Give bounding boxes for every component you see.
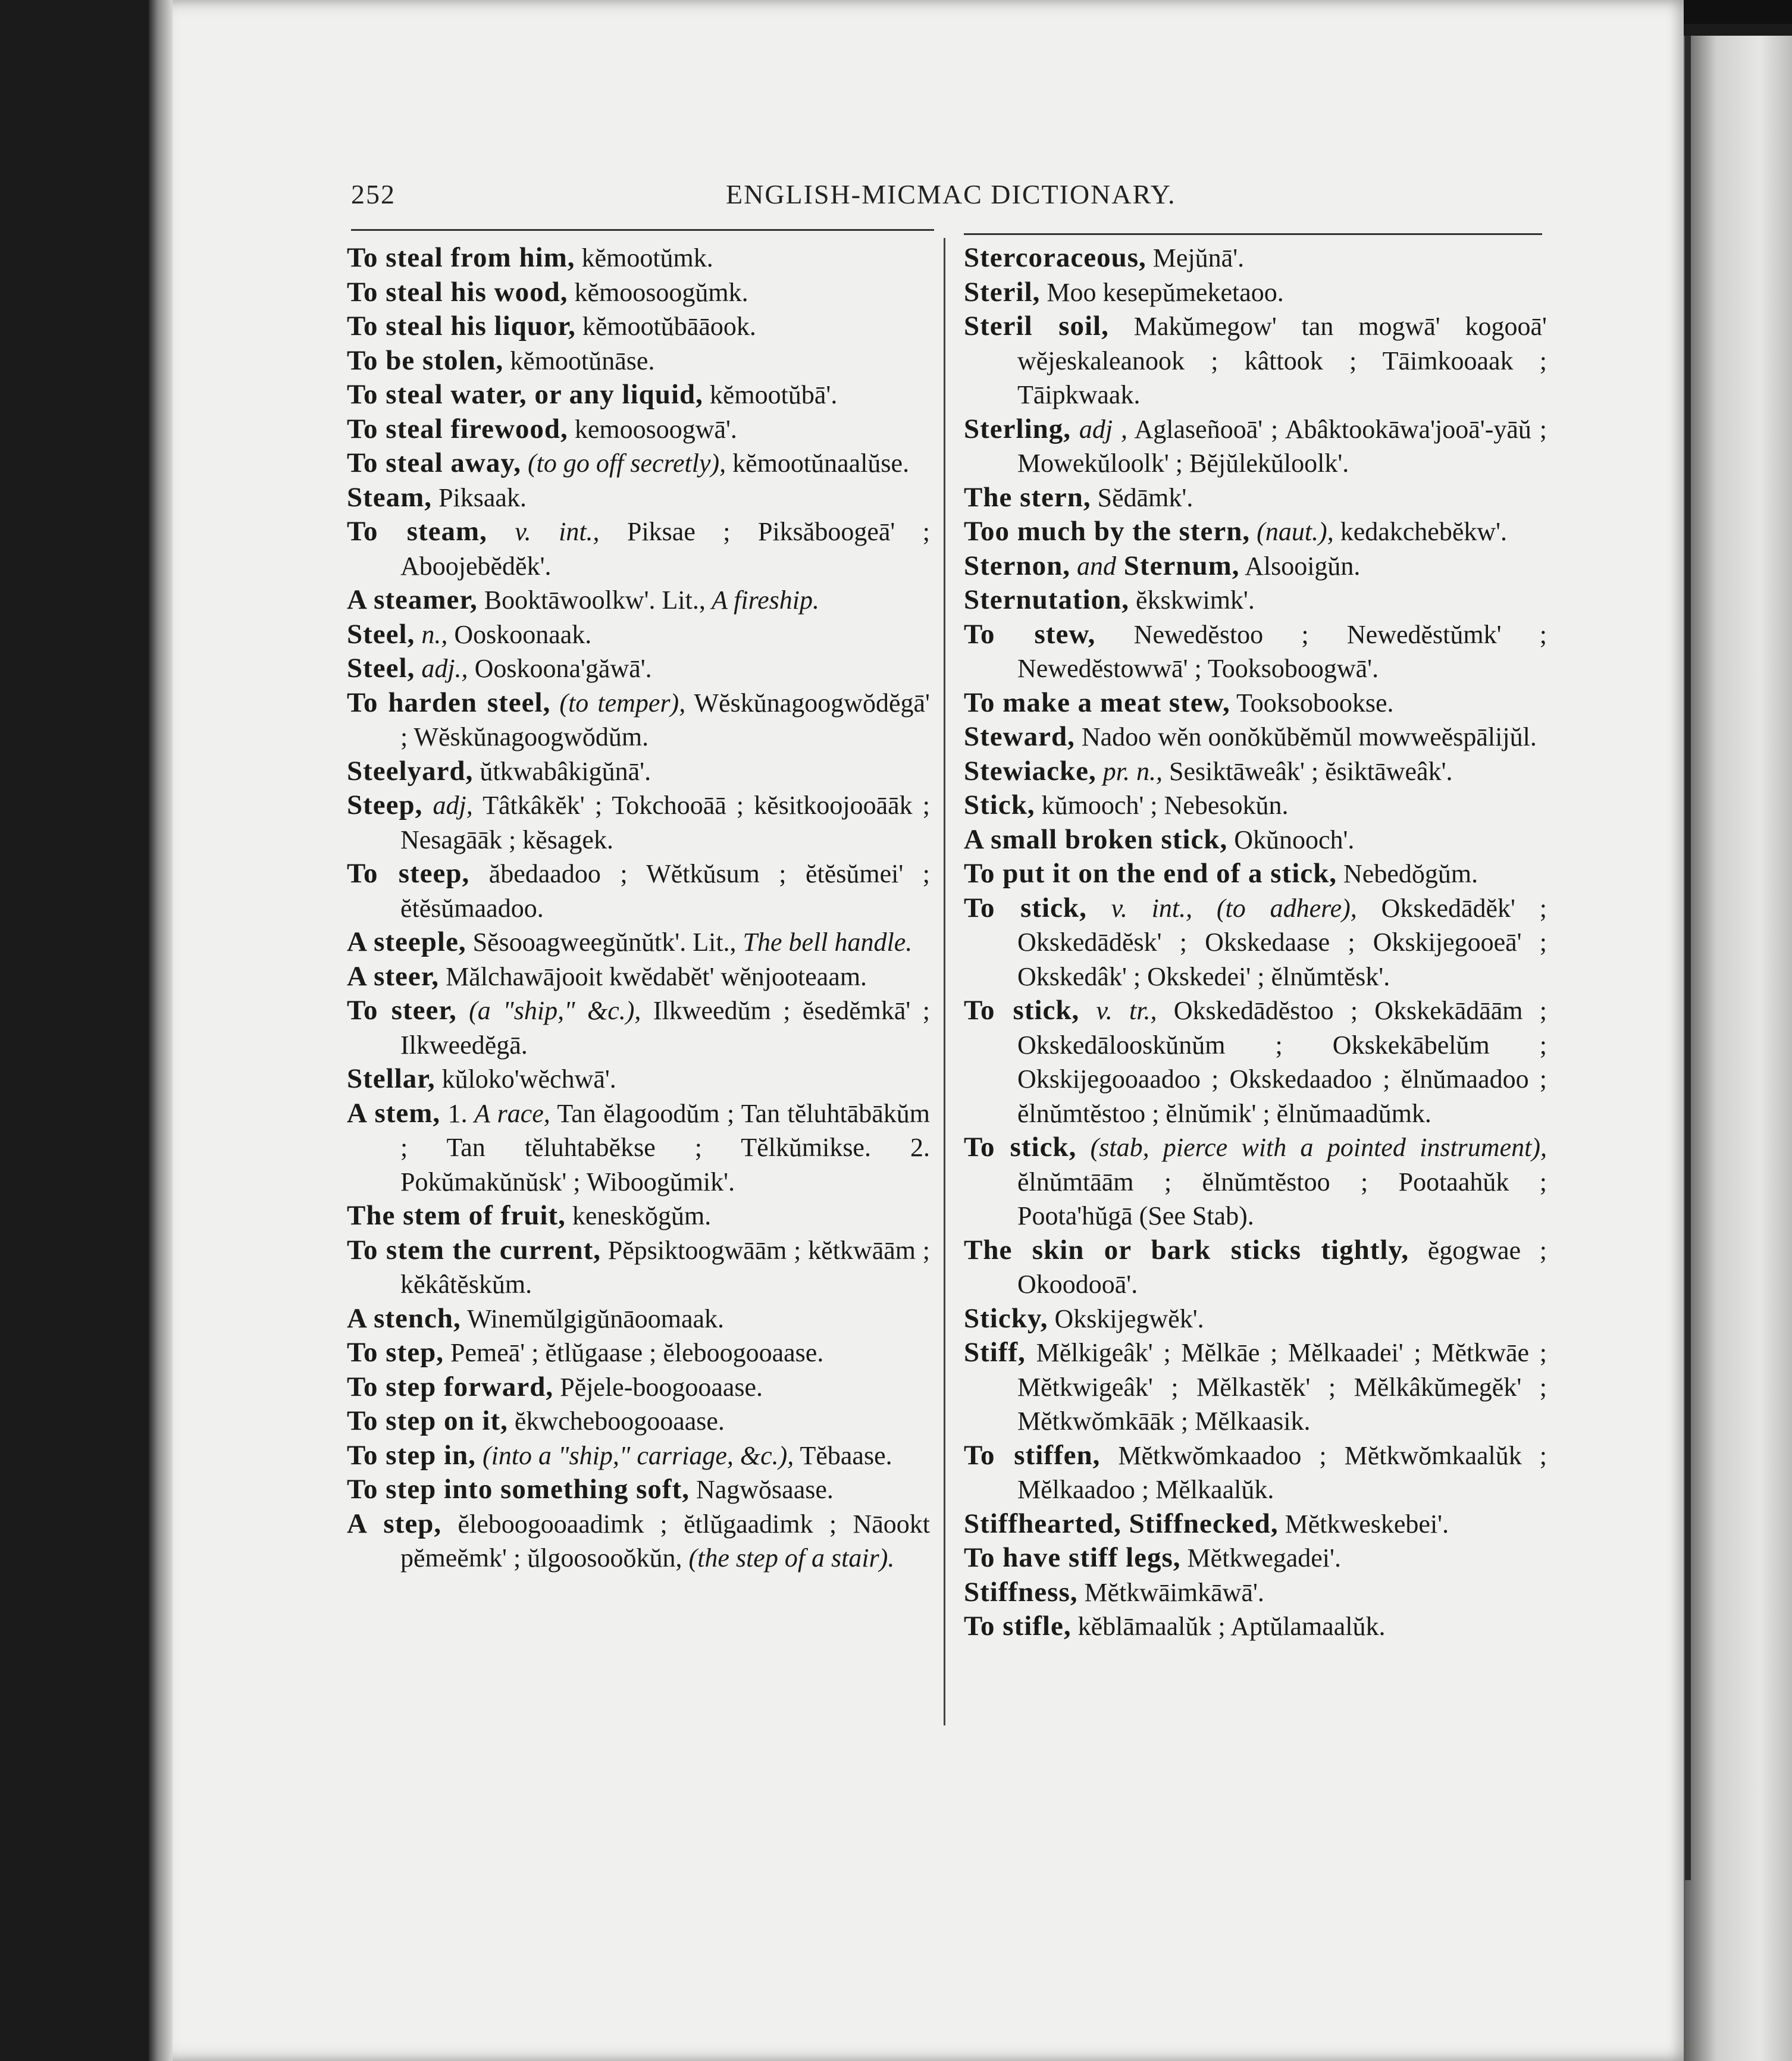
entry-definition: Pĕjele-boogooaase. [553, 1372, 763, 1402]
entry-headword: Stellar, [347, 1063, 436, 1094]
entry-headword: To stick, [964, 995, 1080, 1026]
dictionary-entry [964, 1507, 1547, 1542]
entry-headword: To step in, [347, 1439, 476, 1471]
page-gutter-shadow [149, 0, 173, 2061]
entry-definition: Mĕtkwāimkāwā'. [1077, 1577, 1264, 1607]
entry-definition: ĕgogwae ; Okoodooā'. [1017, 1235, 1547, 1299]
entry-headword: A small broken stick, [964, 823, 1228, 855]
entry-grammar-note: (to temper), [550, 688, 686, 718]
entry-definition: Okskedādĕstoo ; Okskekādāām ; Okskedālooskŭnŭm ; Okskekābelŭm ; Okskijegooaadoo ; Okskedaadoo ; ĕlnŭmaadoo ; ĕlnŭmtĕstoo ; ĕlnŭmik' ; ĕlnŭmaadŭmk. [1017, 996, 1547, 1128]
entry-gloss: The bell handle. [736, 928, 913, 957]
entry-definition: Tooksobookse. [1230, 688, 1394, 718]
dictionary-entry [347, 754, 930, 789]
entry-headword: To step forward, [347, 1371, 554, 1402]
entry-headword: Sternum, [1116, 550, 1240, 581]
entry-definition: Newedĕstoo ; Newedĕstŭmk' ; Newedĕstowwā' ; Tooksoboogwā'. [1017, 619, 1547, 683]
dictionary-entry [964, 1336, 1547, 1439]
entry-headword: To step into something soft, [347, 1474, 690, 1505]
header-rule-right [964, 233, 1542, 235]
entry-definition: Alsooigŭn. [1239, 551, 1361, 581]
entry-headword: The stem of fruit, [347, 1200, 566, 1231]
entry-definition: Mĕtkwŏmkaadoo ; Mĕtkwŏmkaalŭk ; Mĕlkaadoo ; Mĕlkaalŭk. [1017, 1440, 1547, 1504]
entry-headword: Steril, [964, 276, 1041, 308]
entry-definition: ăbedaadoo ; Wĕtkŭsum ; ĕtĕsŭmei' ; ĕtĕsŭmaadoo. [400, 859, 930, 923]
entry-grammar-note: (to go off secretly), [521, 449, 726, 478]
dictionary-entry [964, 618, 1547, 686]
entry-definition: Tĕbaase. [794, 1440, 892, 1470]
entry-headword: A steer, [347, 960, 440, 992]
entry-headword: A steamer, [347, 584, 478, 615]
entry-gloss: (the step of a stair). [682, 1543, 895, 1573]
entry-definition: Okskedādĕk' ; Okskedādĕsk' ; Okskedaase ; Okskijegooeā' ; Okskedâk' ; Okskedei' ; ĕlnŭmtĕsk'. [1017, 893, 1547, 991]
entry-grammar-note: n., [415, 619, 448, 649]
dictionary-entry [347, 1507, 930, 1575]
entry-headword: To step, [347, 1337, 444, 1368]
dictionary-entry [964, 720, 1547, 754]
entry-definition: ĕleboogooaadimk ; ĕtlŭgaadimk ; Nāookt pĕmeĕmk' ; ŭlgoosooŏkŭn, [400, 1509, 930, 1573]
dictionary-entry [347, 1302, 930, 1336]
entry-definition: kŭloko'wĕchwā'. [435, 1064, 616, 1094]
dictionary-entry [347, 583, 930, 618]
entry-definition: kĕmootŭbāāook. [575, 312, 756, 341]
entry-headword: Steel, [347, 653, 415, 684]
dictionary-entry [964, 1233, 1547, 1302]
entry-headword: Stiffness, [964, 1576, 1078, 1608]
entry-definition: Piksae ; Piksăboogeā' ; Aboojebĕdĕk'. [400, 517, 930, 581]
dictionary-entry [347, 1233, 930, 1302]
entry-headword: Stercoraceous, [964, 242, 1146, 273]
entry-definition: Aglaseñooā' ; Abâktookāwa'jooā'-yāŭ ; Mowekŭloolk' ; Bĕjŭlekŭloolk'. [1017, 414, 1547, 478]
dictionary-entry [347, 1404, 930, 1439]
entry-definition: kĕmootŭmk. [575, 243, 713, 272]
dictionary-entry [964, 549, 1547, 584]
dictionary-entry [964, 412, 1547, 481]
entry-definition: Mĕtkwegadei'. [1180, 1543, 1341, 1573]
dictionary-entry [347, 994, 930, 1062]
dictionary-entry [964, 1439, 1547, 1507]
entry-headword: To steal firewood, [347, 413, 568, 444]
entry-definition: Mălchawājooit kwĕdabĕt' wĕnjooteaam. [439, 961, 867, 991]
dictionary-entry [964, 891, 1547, 994]
dictionary-entry [964, 754, 1547, 789]
entry-grammar-note: (stab, pierce with a pointed instrument), [1076, 1133, 1547, 1162]
dictionary-entry [347, 344, 930, 378]
entry-headword: Steril soil, [964, 311, 1109, 342]
running-head [351, 178, 1529, 214]
entry-grammar-note: (into a "ship," carriage, &c.), [475, 1440, 794, 1470]
entry-definition: Nadoo wĕn oonŏkŭbĕmŭl mowweĕspālijŭl. [1074, 722, 1537, 751]
entry-definition: kĕblāmaalŭk ; Aptŭlamaalŭk. [1071, 1612, 1386, 1641]
entry-definition: Okŭnooch'. [1227, 825, 1355, 854]
entry-definition: Makŭmegow' tan mogwā' kogooā' wĕjeskaleanook ; kâttook ; Tāimkooaak ; Tāipkwaak. [1017, 312, 1547, 409]
entry-headword: To be stolen, [347, 344, 504, 376]
dictionary-entry [347, 481, 930, 515]
entry-grammar-note: adj, [422, 791, 473, 820]
entry-gloss: A fireship. [705, 585, 819, 615]
entry-definition: Moo kesepŭmeketaoo. [1040, 277, 1284, 307]
page-number: 252 [351, 179, 396, 209]
entry-grammar-note: v. int., [487, 517, 600, 546]
entry-definition: ĕlnŭmtāām ; ĕlnŭmtĕstoo ; Pootaahŭk ; Poota'hŭgā (See Stab). [1017, 1167, 1547, 1230]
dictionary-entry [964, 686, 1547, 721]
entry-headword: To stem the current, [347, 1234, 601, 1266]
dictionary-entry [347, 1199, 930, 1233]
entry-headword: To steal his liquor, [347, 311, 576, 342]
entry-definition: Ilkweedŭm ; ĕsedĕmkā' ; Ilkweedĕgā. [400, 996, 931, 1060]
entry-headword: A steeple, [347, 926, 466, 957]
dictionary-entry [964, 1130, 1547, 1233]
dictionary-entry [347, 686, 930, 754]
entry-definition: Booktāwoolkw'. Lit., [477, 585, 706, 615]
left-column [347, 241, 930, 1575]
dictionary-entry [347, 412, 930, 447]
entry-headword: To steep, [347, 858, 470, 889]
entry-definition: Pĕpsiktoogwāām ; kĕtkwāām ; kĕkâtĕskŭm. [400, 1235, 930, 1299]
entry-headword: Too much by the stern, [964, 516, 1251, 547]
entry-gloss: A race, [467, 1098, 550, 1128]
entry-definition: Mĕtkweskebei'. [1278, 1509, 1449, 1539]
entry-grammar-note: v. int., (to adhere), [1086, 893, 1357, 923]
entry-headword: Sterling, [964, 413, 1072, 444]
dictionary-entry [964, 1302, 1547, 1336]
dictionary-entry [964, 1609, 1547, 1644]
entry-headword: Stick, [964, 790, 1035, 820]
entry-definition: Tan ĕlagoodŭm ; Tan tĕluhtābākŭm ; Tan tĕluhtabĕkse ; Tĕlkŭmikse. 2. Pokŭmakŭnŭsk' ; Wiboogŭmik'. [400, 1098, 931, 1196]
dictionary-entry [347, 241, 930, 275]
dictionary-entry [347, 378, 930, 412]
entry-definition: kĕmootŭnaalŭse. [726, 449, 910, 478]
page-title: ENGLISH-MICMAC DICTIONARY. [726, 179, 1176, 209]
dictionary-entry [347, 618, 930, 652]
dictionary-entry [964, 788, 1547, 823]
entry-definition: Mejŭnā'. [1146, 243, 1245, 272]
entry-definition: 1. [440, 1098, 468, 1128]
dictionary-entry [347, 925, 930, 960]
entry-definition: Okskijegwĕk'. [1048, 1304, 1204, 1333]
entry-definition: kemoosoogwā'. [568, 414, 737, 444]
entry-grammar-note: pr. n., [1096, 756, 1163, 786]
entry-headword: To steal away, [347, 447, 521, 478]
entry-headword: Sticky, [964, 1302, 1048, 1334]
entry-headword: The stern, [964, 481, 1091, 513]
entry-headword: A step, [347, 1508, 442, 1539]
dictionary-entry [964, 1541, 1547, 1575]
dictionary-entry [347, 446, 930, 481]
dictionary-entry [347, 1062, 930, 1097]
entry-definition: ĕkwcheboogooaase. [507, 1407, 725, 1436]
entry-headword: To steer, [347, 995, 457, 1026]
entry-headword: To have stiff legs, [964, 1542, 1181, 1573]
entry-headword: To steam, [347, 516, 487, 547]
column-divider [944, 238, 945, 1725]
dictionary-entry [347, 960, 930, 994]
entry-definition: kĕmoosoogŭmk. [568, 277, 748, 307]
entry-definition: Tâtkâkĕk' ; Tokchooāā ; kĕsitkoojooāāk ; Nesagāāk ; kĕsagek. [400, 791, 930, 854]
entry-definition: Sesiktāweâk' ; ĕsiktāweâk'. [1163, 756, 1453, 786]
entry-definition: kedakchebĕkw'. [1333, 517, 1508, 546]
dictionary-entry [964, 857, 1547, 891]
right-column [964, 241, 1547, 1644]
dictionary-entry [347, 1439, 930, 1473]
entry-definition: kĕmootŭbā'. [703, 380, 838, 409]
entry-headword: To stew, [964, 618, 1096, 650]
entry-grammar-note: adj., [415, 654, 468, 683]
entry-headword: Sternon, [964, 550, 1071, 581]
entry-headword: Steward, [964, 721, 1075, 752]
entry-headword: Stiff, [964, 1337, 1026, 1368]
entry-headword: To steal water, or any liquid, [347, 379, 703, 410]
dictionary-entry [964, 309, 1547, 412]
header-rule-left [351, 229, 934, 231]
entry-definition: kŭmooch' ; Nebesokŭn. [1035, 791, 1289, 820]
entry-definition: ĕkskwimk'. [1129, 585, 1255, 615]
entry-headword: To stiffen, [964, 1439, 1101, 1471]
entry-headword: To stifle, [964, 1611, 1072, 1642]
entry-headword: Stiffhearted, Stiffnecked, [964, 1508, 1279, 1539]
entry-grammar-note: adj , [1071, 414, 1128, 444]
entry-grammar-note: (a "ship," &c.), [456, 996, 641, 1025]
entry-grammar-note: and [1070, 551, 1117, 581]
entry-headword: Stewiacke, [964, 755, 1096, 787]
dictionary-entry [964, 515, 1547, 549]
entry-headword: A stem, [347, 1097, 441, 1129]
entry-headword: To step on it, [347, 1405, 508, 1436]
dictionary-entry [964, 275, 1547, 310]
entry-definition: kĕmootŭnāse. [503, 346, 655, 375]
entry-headword: To steal his wood, [347, 276, 568, 308]
dictionary-entry [964, 241, 1547, 275]
entry-definition: Sĕdāmk'. [1091, 483, 1193, 512]
entry-definition: ŭtkwabâkigŭnā'. [473, 756, 651, 786]
entry-grammar-note: v. tr., [1079, 996, 1157, 1025]
dictionary-entry [347, 1473, 930, 1507]
dictionary-entry [964, 1575, 1547, 1610]
entry-definition: Piksaak. [432, 483, 527, 512]
entry-definition: keneskŏgŭm. [565, 1201, 712, 1230]
entry-headword: The skin or bark sticks tightly, [964, 1234, 1409, 1266]
dictionary-entry [347, 275, 930, 310]
entry-definition: Winemŭlgigŭnāoomaak. [460, 1304, 725, 1333]
dictionary-entry [347, 309, 930, 344]
page-edge-line [1685, 36, 1691, 1880]
entry-definition: Mĕlkigeâk' ; Mĕlkāe ; Mĕlkaadei' ; Mĕtkwāe ; Mĕtkwigeâk' ; Mĕlkastĕk' ; Mĕlkâkŭmegĕk' ; Mĕtkwŏmkāāk ; Mĕlkaasik. [1017, 1338, 1547, 1436]
entry-headword: Sternutation, [964, 584, 1130, 615]
entry-definition: Wĕskŭnagoogwŏdĕgā' ; Wĕskŭnagoogwŏdŭm. [400, 688, 930, 751]
entry-headword: Steel, [347, 618, 415, 650]
entry-definition: Nebedŏgŭm. [1337, 859, 1478, 888]
entry-definition: Pemeā' ; ĕtlŭgaase ; ĕleboogooaase. [443, 1338, 824, 1367]
dictionary-entry [347, 1097, 930, 1199]
entry-headword: To put it on the end of a stick, [964, 858, 1337, 889]
dictionary-entry [347, 651, 930, 686]
dictionary-entry [964, 583, 1547, 618]
entry-definition: Nagwŏsaase. [689, 1475, 834, 1504]
entry-headword: To steal from him, [347, 242, 575, 273]
dictionary-entry [347, 1370, 930, 1405]
entry-headword: Steam, [347, 481, 433, 513]
entry-headword: To make a meat stew, [964, 687, 1230, 718]
dictionary-entry [347, 515, 930, 583]
entry-headword: To stick, [964, 892, 1087, 923]
dictionary-entry [964, 994, 1547, 1130]
dictionary-entry [964, 481, 1547, 515]
entry-definition: Ooskoonaak. [447, 619, 592, 649]
dictionary-entry [347, 1336, 930, 1370]
entry-grammar-note: (naut.), [1250, 517, 1334, 546]
entry-headword: To harden steel, [347, 687, 551, 718]
entry-definition: Ooskoona'găwā'. [468, 654, 652, 683]
entry-headword: To stick, [964, 1132, 1077, 1163]
entry-definition: Sĕsooagweegŭnŭtk'. Lit., [466, 928, 737, 957]
entry-headword: A stench, [347, 1302, 461, 1334]
dictionary-entry [347, 857, 930, 925]
next-page-edge [1684, 36, 1792, 2061]
entry-headword: Steep, [347, 790, 423, 820]
dictionary-entry [964, 823, 1547, 857]
entry-headword: Steelyard, [347, 755, 474, 787]
dictionary-entry [347, 788, 930, 857]
